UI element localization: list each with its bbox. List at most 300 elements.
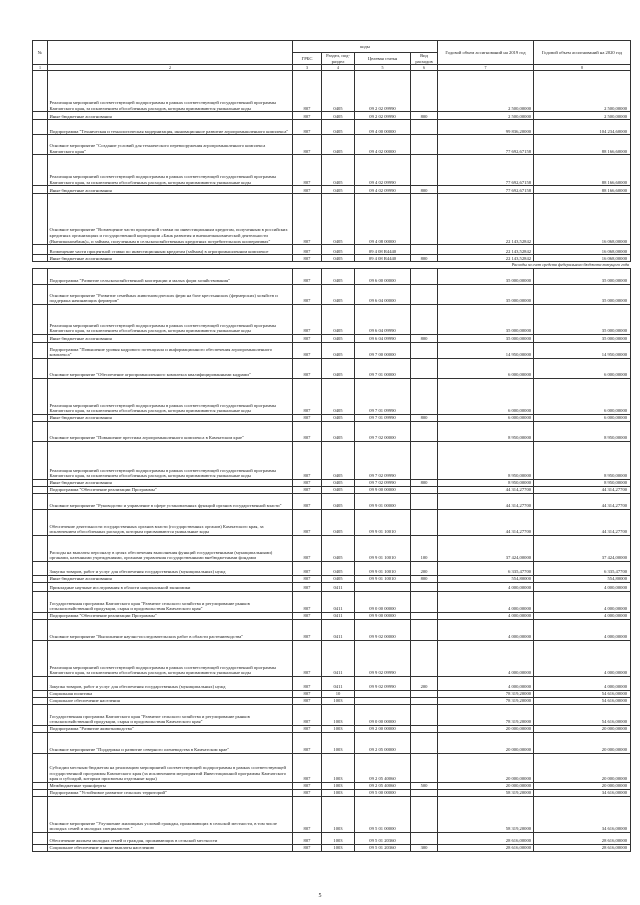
row-grbs: 807 <box>293 789 322 796</box>
row-razdel: 0411 <box>322 640 355 676</box>
row-name: Иные бюджетные ассигнования <box>48 334 293 342</box>
row-sum-2019: 8 950,00000 <box>438 421 534 441</box>
row-number <box>33 561 48 575</box>
row-sum-2019: 20 000,00000 <box>438 732 534 753</box>
table-row <box>33 753 631 782</box>
row-grbs: 807 <box>293 732 322 753</box>
budget-document-page <box>32 40 630 852</box>
row-grbs: 807 <box>293 796 322 832</box>
row-sum-2020: 8 950,00000 <box>534 441 631 479</box>
row-sum-2020: 20 000,00000 <box>534 732 631 753</box>
row-vr <box>411 509 438 535</box>
row-name: Основное мероприятие "Повышение престижа агропромышленного комплекса в Камчатском крае" <box>48 421 293 441</box>
row-sum-2019: 44 314,27700 <box>438 509 534 535</box>
row-csr: 09 9 00 00000 <box>355 612 411 619</box>
row-sum-2019: 4 000,00000 <box>438 582 534 591</box>
row-sum-2020: 2 500,00000 <box>534 112 631 120</box>
row-csr: 09 0 00 00000 <box>355 591 411 612</box>
row-sum-2019: 2 500,00000 <box>438 71 534 112</box>
row-grbs: 807 <box>293 493 322 509</box>
row-razdel: 0411 <box>322 582 355 591</box>
row-grbs: 807 <box>293 479 322 486</box>
page-number: 5 <box>318 893 322 899</box>
row-grbs: 807 <box>293 725 322 732</box>
row-name: Реализация мероприятий соответствующей подпрограммы в рамках соответствующей государственной программы Камчатского края, за исключением обособленных расходов, которым присваиваются уникальные коды <box>48 304 293 334</box>
row-razdel: 0405 <box>322 414 355 421</box>
header-codes: коды <box>293 41 438 53</box>
table-row <box>33 725 631 732</box>
row-sum-2019: 6 000,00000 <box>438 358 534 378</box>
header-sum-2019: Годовой объем ассигнований на 2019 год <box>438 41 534 65</box>
row-grbs: 807 <box>293 753 322 782</box>
row-sum-2019: 2 500,00000 <box>438 112 534 120</box>
table-row <box>33 640 631 676</box>
row-grbs: 807 <box>293 676 322 690</box>
row-number <box>33 378 48 414</box>
table-row <box>33 245 631 255</box>
table-row <box>33 619 631 640</box>
header-grbs: ГРБС <box>293 53 322 65</box>
row-sum-2020: 104 234,60000 <box>534 120 631 135</box>
table-row <box>33 582 631 591</box>
table-row <box>33 358 631 378</box>
row-number <box>33 640 48 676</box>
row-razdel: 0405 <box>322 575 355 582</box>
row-razdel: 0411 <box>322 612 355 619</box>
row-name: Реализация мероприятий соответствующей подпрограммы в рамках соответствующей государственной программы Камчатского края, за исключением обособленных расходов, которым присваиваются уникальные коды <box>48 71 293 112</box>
row-vr <box>411 789 438 796</box>
row-number <box>33 186 48 194</box>
row-csr: 09 5 01 20360 <box>355 844 411 851</box>
row-sum-2020: 16 068,00000 <box>534 245 631 255</box>
row-number <box>33 575 48 582</box>
table-row <box>33 704 631 725</box>
table-row <box>33 155 631 186</box>
row-csr: 09 7 02 09990 <box>355 479 411 486</box>
row-csr: 09 5 01 20360 <box>355 832 411 844</box>
note-row <box>33 262 631 269</box>
row-number <box>33 342 48 358</box>
row-grbs: 807 <box>293 304 322 334</box>
row-vr: 200 <box>411 561 438 575</box>
row-vr <box>411 640 438 676</box>
row-csr: 09 2 02 09990 <box>355 112 411 120</box>
row-csr: 09 4 08 R4440 <box>355 245 411 255</box>
row-grbs: 807 <box>293 612 322 619</box>
row-vr <box>411 832 438 844</box>
row-razdel: 1003 <box>322 725 355 732</box>
row-vr <box>411 245 438 255</box>
row-number <box>33 697 48 704</box>
row-sum-2020: 28 616,00000 <box>534 844 631 851</box>
row-grbs: 807 <box>293 844 322 851</box>
row-sum-2020: 54 616,00000 <box>534 690 631 697</box>
row-grbs: 807 <box>293 378 322 414</box>
row-name: Основное мероприятие "Выполнение научно-исследовательских работ в области растениеводства" <box>48 619 293 640</box>
row-vr: 800 <box>411 479 438 486</box>
header-name <box>48 41 293 65</box>
header-csr: Целевая статья <box>355 53 411 65</box>
row-number <box>33 155 48 186</box>
row-grbs: 807 <box>293 71 322 112</box>
row-razdel: 0405 <box>322 421 355 441</box>
row-csr: 09 7 02 00000 <box>355 421 411 441</box>
row-grbs: 807 <box>293 421 322 441</box>
row-number <box>33 135 48 155</box>
row-name: Прикладные научные исследования в области национальной экономики <box>48 582 293 591</box>
table-row <box>33 789 631 796</box>
row-number <box>33 789 48 796</box>
table-row <box>33 844 631 851</box>
row-sum-2020: 16 068,00000 <box>534 255 631 262</box>
row-vr <box>411 612 438 619</box>
row-vr: 800 <box>411 112 438 120</box>
row-number <box>33 612 48 619</box>
row-sum-2020: 4 000,00000 <box>534 640 631 676</box>
row-vr: 800 <box>411 186 438 194</box>
row-sum-2019: 4 000,00000 <box>438 676 534 690</box>
row-razdel: 0405 <box>322 378 355 414</box>
row-razdel: 0405 <box>322 493 355 509</box>
row-grbs: 807 <box>293 486 322 493</box>
table-row <box>33 697 631 704</box>
row-razdel: 0405 <box>322 245 355 255</box>
row-vr <box>411 155 438 186</box>
table-row <box>33 591 631 612</box>
row-vr <box>411 732 438 753</box>
row-number <box>33 582 48 591</box>
row-razdel: 0405 <box>322 342 355 358</box>
colnum-3: 3 <box>293 65 322 71</box>
row-vr <box>411 135 438 155</box>
row-vr <box>411 591 438 612</box>
row-sum-2019: 4 000,00000 <box>438 640 534 676</box>
row-name: Межбюджетные трансферты <box>48 782 293 789</box>
row-grbs: 807 <box>293 135 322 155</box>
table-row <box>33 535 631 561</box>
row-sum-2020: 35 000,00000 <box>534 334 631 342</box>
row-sum-2019: 58 319,20000 <box>438 796 534 832</box>
row-sum-2019: 20 000,00000 <box>438 753 534 782</box>
row-razdel: 1003 <box>322 697 355 704</box>
table-row <box>33 268 631 284</box>
table-row <box>33 414 631 421</box>
table-row <box>33 690 631 697</box>
row-number <box>33 486 48 493</box>
row-name: Основное мероприятие "Поддержка и развитие северного оленеводства в Камчатском крае" <box>48 732 293 753</box>
row-sum-2019: 77 692,67158 <box>438 135 534 155</box>
table-row <box>33 479 631 486</box>
row-grbs: 807 <box>293 591 322 612</box>
row-grbs: 807 <box>293 112 322 120</box>
row-grbs: 807 <box>293 155 322 186</box>
budget-table <box>32 40 631 852</box>
row-sum-2019: 77 692,67158 <box>438 155 534 186</box>
row-vr <box>411 194 438 245</box>
colnum-1: 1 <box>33 65 48 71</box>
row-vr <box>411 268 438 284</box>
row-grbs: 807 <box>293 509 322 535</box>
row-number <box>33 844 48 851</box>
row-razdel: 0405 <box>322 255 355 262</box>
row-csr: 09 9 01 10010 <box>355 509 411 535</box>
row-sum-2019: 8 950,00000 <box>438 479 534 486</box>
row-sum-2019: 22 143,52842 <box>438 245 534 255</box>
row-name: Социальное обеспечение и иные выплаты населению <box>48 844 293 851</box>
row-sum-2020: 6 000,00000 <box>534 358 631 378</box>
colnum-7: 7 <box>438 65 534 71</box>
colnum-4: 4 <box>322 65 355 71</box>
row-sum-2019: 554,80000 <box>438 575 534 582</box>
row-razdel: 0405 <box>322 358 355 378</box>
row-sum-2019: 14 950,00000 <box>438 342 534 358</box>
row-csr: 09 4 08 00000 <box>355 194 411 245</box>
row-name: Реализация мероприятий соответствующей подпрограммы в рамках соответствующей государственной программы Камчатского края, за исключением обособленных расходов, которым присваиваются уникальные коды <box>48 378 293 414</box>
row-csr: 09 6 04 00000 <box>355 284 411 304</box>
row-vr <box>411 342 438 358</box>
row-number <box>33 725 48 732</box>
row-sum-2019: 44 314,27700 <box>438 493 534 509</box>
row-razdel: 1003 <box>322 789 355 796</box>
row-sum-2020: 37 424,00000 <box>534 535 631 561</box>
row-csr: 09 4 02 09990 <box>355 155 411 186</box>
row-sum-2020: 20 000,00000 <box>534 782 631 789</box>
row-razdel: 0405 <box>322 194 355 245</box>
row-grbs: 807 <box>293 575 322 582</box>
row-number <box>33 753 48 782</box>
row-grbs: 807 <box>293 186 322 194</box>
row-number <box>33 194 48 245</box>
header-sum-2020: Годовой объем ассигнований на 2020 год <box>534 41 631 65</box>
row-razdel: 0411 <box>322 619 355 640</box>
row-sum-2020: 554,80000 <box>534 575 631 582</box>
table-row <box>33 112 631 120</box>
row-name: Расходы на выплаты персоналу в целях обеспечения выполнения функций государственными (муниципальными) органами, казенными учреждениями, органами управления государственными внебюджетными фондами <box>48 535 293 561</box>
row-csr: 09 7 00 00000 <box>355 342 411 358</box>
row-sum-2020: 35 000,00000 <box>534 268 631 284</box>
row-razdel: 0405 <box>322 304 355 334</box>
row-csr: 09 9 01 10010 <box>355 561 411 575</box>
row-razdel: 0405 <box>322 486 355 493</box>
row-csr: 09 4 02 09990 <box>355 186 411 194</box>
row-csr: 09 7 02 09990 <box>355 441 411 479</box>
row-name: Подпрограмма "Обеспечение реализации Программы" <box>48 612 293 619</box>
row-grbs: 807 <box>293 704 322 725</box>
row-number <box>33 441 48 479</box>
row-vr <box>411 486 438 493</box>
row-number <box>33 732 48 753</box>
federal-budget-note: Расходы за счет средств федерального бюджета текущего года <box>33 262 631 269</box>
row-name: Подпрограмма "Повышение уровня кадрового потенциала и информационного обеспечения агропромышленного комплекса" <box>48 342 293 358</box>
colnum-5: 5 <box>355 65 411 71</box>
table-row <box>33 575 631 582</box>
row-name: Закупка товаров, работ и услуг для обеспечения государственных (муниципальных) нужд <box>48 676 293 690</box>
row-name: Подпрограмма "Устойчивое развитие сельских территорий" <box>48 789 293 796</box>
row-name: Подпрограмма "Развитие сельскохозяйственной кооперации и малых форм хозяйствования" <box>48 268 293 284</box>
row-razdel: 0405 <box>322 441 355 479</box>
row-sum-2020: 6 000,00000 <box>534 414 631 421</box>
row-sum-2020: 4 000,00000 <box>534 676 631 690</box>
row-sum-2019: 78 319,20000 <box>438 704 534 725</box>
table-row <box>33 194 631 245</box>
row-razdel: 1003 <box>322 832 355 844</box>
row-csr: 09 5 00 00000 <box>355 789 411 796</box>
row-csr: 09 2 05 40060 <box>355 782 411 789</box>
row-name: Основное мероприятие "Развитие семейных животноводческих ферм на базе крестьянских (фермерских) хозяйств и поддержка начинающих фермеров" <box>48 284 293 304</box>
row-sum-2019: 6 335,47700 <box>438 561 534 575</box>
table-row <box>33 284 631 304</box>
row-sum-2020: 54 616,00000 <box>534 704 631 725</box>
row-name: Иные бюджетные ассигнования <box>48 575 293 582</box>
row-sum-2020: 88 166,60000 <box>534 135 631 155</box>
row-csr: 09 9 02 00000 <box>355 619 411 640</box>
row-sum-2020: 20 000,00000 <box>534 753 631 782</box>
row-vr: 800 <box>411 575 438 582</box>
row-name: Иные бюджетные ассигнования <box>48 112 293 120</box>
row-name: Иные бюджетные ассигнования <box>48 186 293 194</box>
row-sum-2019: 20 000,00000 <box>438 725 534 732</box>
row-vr <box>411 704 438 725</box>
row-name: Реализация мероприятий соответствующей подпрограммы в рамках соответствующей государственной программы Камчатского края, за исключением обособленных расходов, которым присваиваются уникальные коды <box>48 640 293 676</box>
table-row <box>33 421 631 441</box>
row-csr: 09 9 00 00000 <box>355 486 411 493</box>
row-sum-2020: 6 000,00000 <box>534 378 631 414</box>
row-number <box>33 619 48 640</box>
row-sum-2020: 8 950,00000 <box>534 421 631 441</box>
row-csr: 09 7 01 09990 <box>355 414 411 421</box>
table-row <box>33 486 631 493</box>
row-name: Иные бюджетные ассигнования <box>48 479 293 486</box>
row-csr: 09 2 02 09990 <box>355 71 411 112</box>
row-vr <box>411 493 438 509</box>
row-name: Иные бюджетные ассигнования <box>48 414 293 421</box>
row-vr: 800 <box>411 255 438 262</box>
row-number <box>33 245 48 255</box>
row-name: Государственная программа Камчатского края "Развитие сельского хозяйства и регулирование рынков сельскохозяйственной продукции, сырья и продовольствия Камчатского края" <box>48 591 293 612</box>
row-razdel: 1003 <box>322 704 355 725</box>
row-sum-2019: 4 000,00000 <box>438 612 534 619</box>
row-sum-2019: 35 000,00000 <box>438 334 534 342</box>
row-vr <box>411 304 438 334</box>
row-sum-2019: 44 314,27700 <box>438 486 534 493</box>
row-number <box>33 690 48 697</box>
row-sum-2020: 16 068,00000 <box>534 194 631 245</box>
row-vr <box>411 120 438 135</box>
row-vr <box>411 796 438 832</box>
row-number <box>33 255 48 262</box>
row-name: Подпрограмма "Техническая и технологическая модернизация, инновационное развитие агропромышленного комплекса" <box>48 120 293 135</box>
table-row <box>33 509 631 535</box>
row-number <box>33 796 48 832</box>
row-razdel: 0405 <box>322 186 355 194</box>
row-sum-2019: 4 000,00000 <box>438 591 534 612</box>
row-vr <box>411 378 438 414</box>
row-csr: 09 7 01 09990 <box>355 378 411 414</box>
header-number: № <box>33 41 48 65</box>
row-grbs: 807 <box>293 441 322 479</box>
row-number <box>33 120 48 135</box>
colnum-8: 8 <box>534 65 631 71</box>
row-csr: 09 4 00 00000 <box>355 120 411 135</box>
row-csr: 09 2 05 00000 <box>355 732 411 753</box>
row-grbs: 807 <box>293 358 322 378</box>
row-name: Обеспечение деятельности государственных органов власти (государственных органов) Камчатского края, за исключением обособленных расходов, которым присваиваются уникальные коды <box>48 509 293 535</box>
row-razdel: 0405 <box>322 135 355 155</box>
table-row <box>33 782 631 789</box>
row-name: Возмещение части процентной ставки по инвестиционным кредитам (займам) в агропромышленном комплексе <box>48 245 293 255</box>
row-grbs: 807 <box>293 120 322 135</box>
row-grbs: 807 <box>293 268 322 284</box>
table-row <box>33 732 631 753</box>
row-csr: 09 6 00 00000 <box>355 268 411 284</box>
row-grbs: 807 <box>293 414 322 421</box>
row-name: Государственная программа Камчатского края "Развитие сельского хозяйства и регулирование рынков сельскохозяйственной продукции, сырья и продовольствия Камчатского края" <box>48 704 293 725</box>
row-sum-2020: 88 166,60000 <box>534 155 631 186</box>
row-razdel: 10 <box>322 690 355 697</box>
row-razdel: 1003 <box>322 753 355 782</box>
row-razdel: 0405 <box>322 71 355 112</box>
colnum-6: 6 <box>411 65 438 71</box>
row-number <box>33 284 48 304</box>
row-sum-2020: 4 000,00000 <box>534 591 631 612</box>
row-name: Реализация мероприятий соответствующей подпрограммы в рамках соответствующей государственной программы Камчатского края, за исключением обособленных расходов, которым присваиваются уникальные коды <box>48 155 293 186</box>
row-razdel: 0405 <box>322 535 355 561</box>
row-grbs: 807 <box>293 690 322 697</box>
row-csr: 09 6 04 09990 <box>355 304 411 334</box>
row-sum-2020: 44 314,27700 <box>534 509 631 535</box>
row-sum-2019: 22 143,52842 <box>438 194 534 245</box>
row-sum-2019: 28 616,00000 <box>438 844 534 851</box>
row-razdel: 0411 <box>322 676 355 690</box>
row-name: Подпрограмма "Обеспечение реализации Программы" <box>48 486 293 493</box>
row-number <box>33 676 48 690</box>
row-grbs: 807 <box>293 342 322 358</box>
row-sum-2019: 28 616,00000 <box>438 832 534 844</box>
row-name: Закупка товаров, работ и услуг для обеспечения государственных (муниципальных) нужд <box>48 561 293 575</box>
row-vr <box>411 753 438 782</box>
row-sum-2020: 4 000,00000 <box>534 582 631 591</box>
row-razdel: 1003 <box>322 782 355 789</box>
row-sum-2019: 6 000,00000 <box>438 378 534 414</box>
row-csr: 09 2 00 00000 <box>355 725 411 732</box>
row-number <box>33 334 48 342</box>
row-sum-2020: 54 616,00000 <box>534 697 631 704</box>
table-row <box>33 135 631 155</box>
row-csr: 09 9 01 00000 <box>355 493 411 509</box>
colnum-2: 2 <box>48 65 293 71</box>
row-csr <box>355 697 411 704</box>
row-grbs: 807 <box>293 697 322 704</box>
row-sum-2020: 88 166,60000 <box>534 186 631 194</box>
row-vr: 800 <box>411 414 438 421</box>
row-vr <box>411 358 438 378</box>
table-row <box>33 561 631 575</box>
row-vr <box>411 441 438 479</box>
row-sum-2019: 37 424,00000 <box>438 535 534 561</box>
row-sum-2019: 58 319,20000 <box>438 789 534 796</box>
table-row <box>33 832 631 844</box>
row-vr: 300 <box>411 844 438 851</box>
row-razdel: 0405 <box>322 120 355 135</box>
row-number <box>33 112 48 120</box>
header-razdel: Раздел, под-раздел <box>322 53 355 65</box>
row-sum-2020: 4 000,00000 <box>534 612 631 619</box>
row-number <box>33 479 48 486</box>
row-sum-2019: 35 000,00000 <box>438 268 534 284</box>
row-sum-2019: 78 319,20000 <box>438 690 534 697</box>
row-name: Иные бюджетные ассигнования <box>48 255 293 262</box>
row-grbs: 807 <box>293 782 322 789</box>
